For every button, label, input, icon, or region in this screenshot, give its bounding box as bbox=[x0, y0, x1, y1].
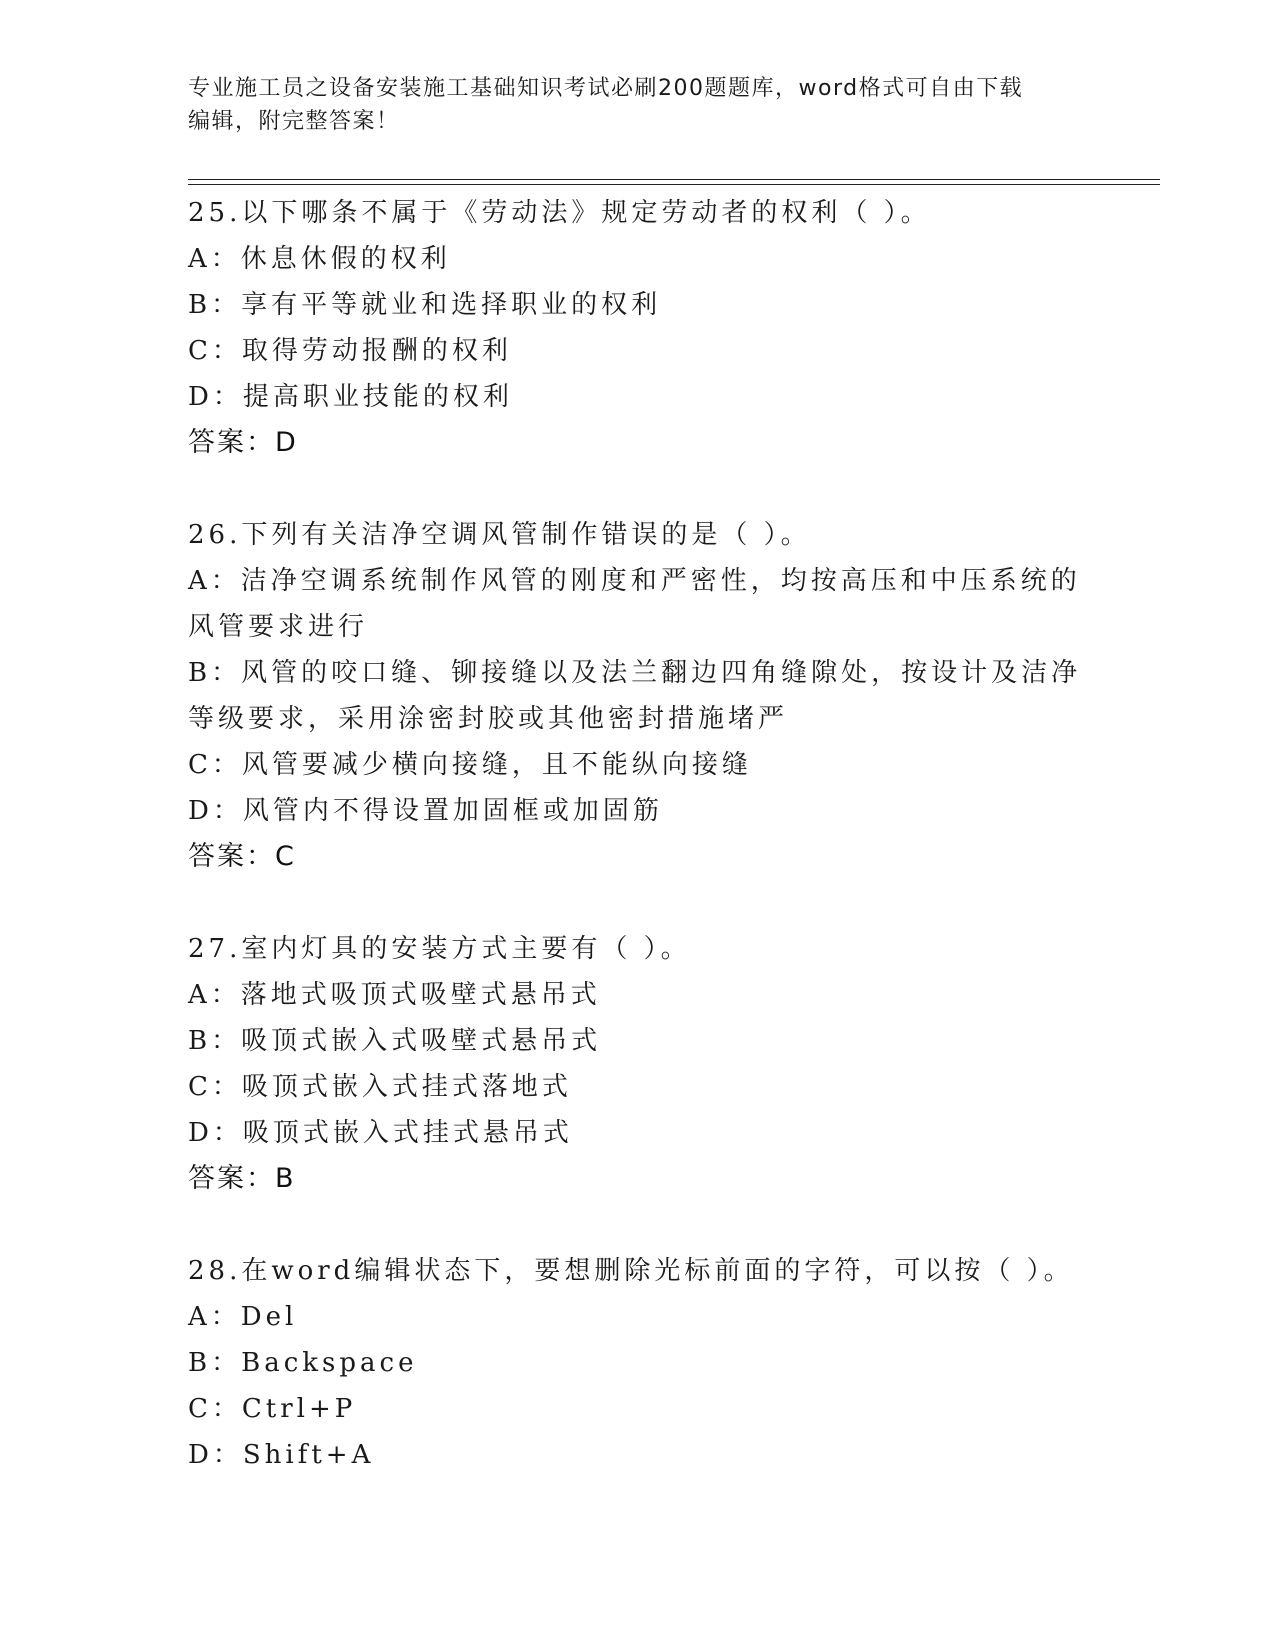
question-list bbox=[188, 190, 1088, 1524]
answer-label: 答案：D bbox=[188, 427, 298, 458]
option-c: C：吸顶式嵌入式挂式落地式 bbox=[188, 1072, 572, 1102]
question-28 bbox=[188, 1248, 1088, 1478]
question-stem: 25.以下哪条不属于《劳动法》规定劳动者的权利（ ）。 bbox=[188, 198, 931, 228]
header-title-line-1: 专业施工员之设备安装施工基础知识考试必刷200题题库，word格式可自由下载 bbox=[188, 76, 1024, 101]
option-d: D：吸顶式嵌入式挂式悬吊式 bbox=[188, 1118, 573, 1148]
option-d: D：风管内不得设置加固框或加固筋 bbox=[188, 796, 663, 826]
option-d: D：提高职业技能的权利 bbox=[188, 382, 513, 412]
question-27 bbox=[188, 926, 1088, 1202]
option-b: B：风管的咬口缝、铆接缝以及法兰翻边四角缝隙处，按设计及洁净等级要求，采用涂密封胶或其他密封措施堵严 bbox=[188, 658, 1082, 734]
header-rule-top bbox=[188, 179, 1160, 180]
question-stem: 27.室内灯具的安装方式主要有（ ）。 bbox=[188, 934, 691, 964]
option-a: A：落地式吸顶式吸壁式悬吊式 bbox=[188, 980, 601, 1010]
answer-label: 答案：C bbox=[188, 841, 296, 872]
option-a: A：洁净空调系统制作风管的刚度和严密性，均按高压和中压系统的风管要求进行 bbox=[188, 566, 1081, 642]
option-a: A：Del bbox=[188, 1302, 298, 1332]
document-header bbox=[188, 72, 1088, 138]
question-stem: 26.下列有关洁净空调风管制作错误的是（ ）。 bbox=[188, 520, 811, 550]
option-b: B：Backspace bbox=[188, 1348, 418, 1378]
header-title-line-2: 编辑，附完整答案！ bbox=[188, 109, 400, 134]
option-a: A：休息休假的权利 bbox=[188, 244, 451, 274]
option-c: C：Ctrl+P bbox=[188, 1394, 357, 1424]
question-stem: 28.在word编辑状态下，要想删除光标前面的字符，可以按（ ）。 bbox=[188, 1256, 1074, 1286]
option-c: C：取得劳动报酬的权利 bbox=[188, 336, 512, 366]
option-b: B：享有平等就业和选择职业的权利 bbox=[188, 290, 662, 320]
answer-label: 答案：B bbox=[188, 1163, 296, 1194]
header-rule-bottom bbox=[188, 184, 1160, 185]
option-d: D：Shift+A bbox=[188, 1440, 375, 1470]
question-25 bbox=[188, 190, 1088, 466]
question-26 bbox=[188, 512, 1088, 880]
option-c: C：风管要减少横向接缝，且不能纵向接缝 bbox=[188, 750, 752, 780]
option-b: B：吸顶式嵌入式吸壁式悬吊式 bbox=[188, 1026, 602, 1056]
